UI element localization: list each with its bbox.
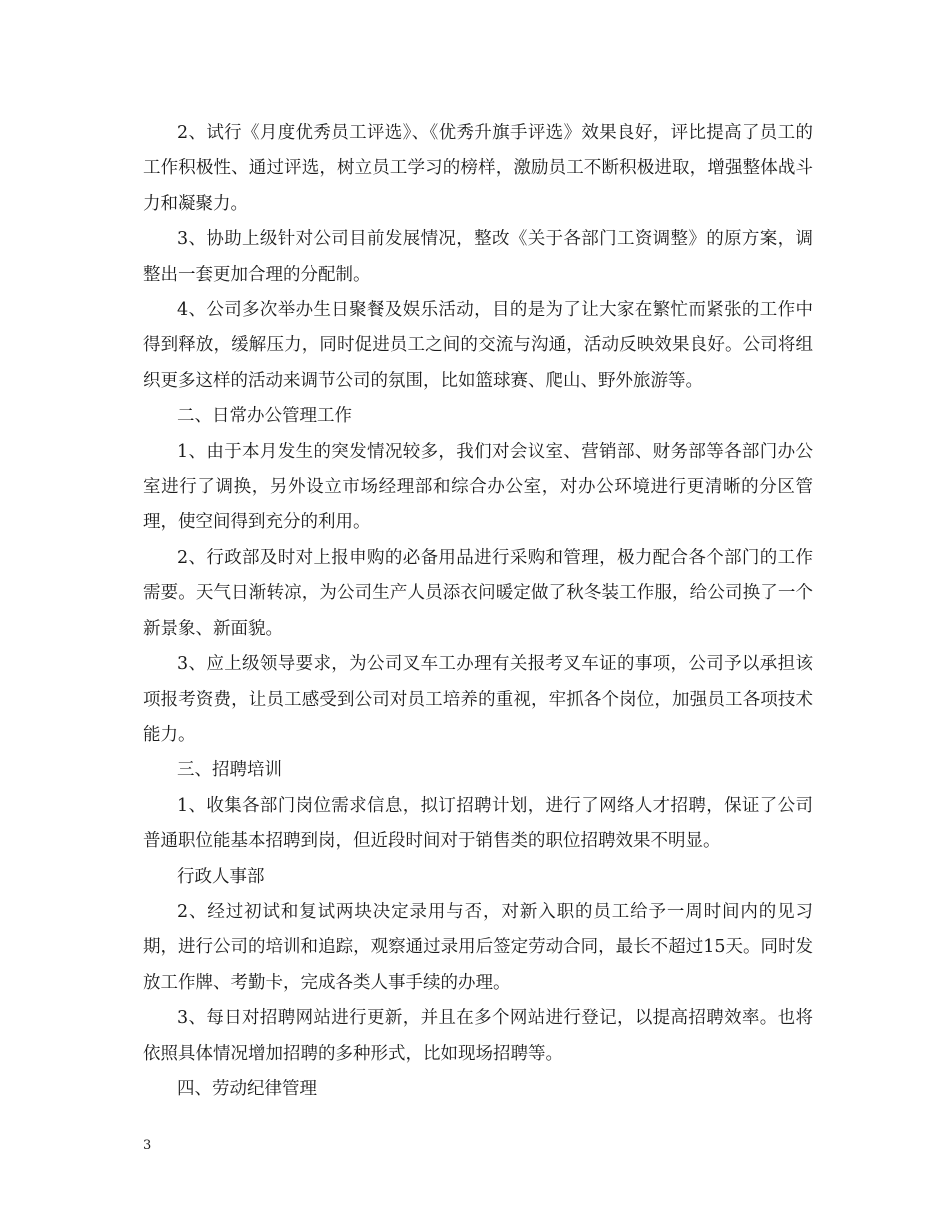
section-heading: 四、劳动纪律管理 — [177, 1078, 317, 1099]
paragraph: 3、每日对招聘网站进行更新，并且在多个网站进行登记，以提高招聘效率。也将依照具体情况增加招聘的多种形式，比如现场招聘等。 — [143, 1008, 813, 1064]
paragraph: 2、试行《月度优秀员工评选》、《优秀升旗手评选》效果良好，评比提高了员工的工作积极性、通过评选，树立员工学习的榜样，激励员工不断积极进取，增强整体战斗力和凝聚力。 — [143, 123, 813, 214]
page-number: 3 — [143, 1138, 152, 1153]
paragraph: 3、应上级领导要求，为公司叉车工办理有关报考叉车证的事项，公司予以承担该项报考资费，让员工感受到公司对员工培养的重视，牢抓各个岗位，加强员工各项技术能力。 — [143, 654, 813, 745]
paragraph: 1、由于本月发生的突发情况较多，我们对会议室、营销部、财务部等各部门办公室进行了调换，另外设立市场经理部和综合办公室，对办公环境进行更清晰的分区管理，使空间得到充分的利用。 — [143, 441, 813, 533]
department-label: 行政人事部 — [177, 866, 265, 887]
paragraph: 3、协助上级针对公司目前发展情况，整改《关于各部门工资调整》的原方案，调整出一套更加合理的分配制。 — [143, 229, 813, 285]
paragraph: 2、经过初试和复试两块决定录用与否，对新入职的员工给予一周时间内的见习期，进行公司的培训和追踪，观察通过录用后签定劳动合同，最长不超过15天。同时发放工作牌、考勤卡，完成各类人事手续的办理。 — [143, 901, 813, 993]
paragraph: 1、收集各部门岗位需求信息，拟订招聘计划，进行了网络人才招聘，保证了公司普通职位能基本招聘到岗，但近段时间对于销售类的职位招聘效果不明显。 — [143, 795, 813, 852]
paragraph: 4、公司多次举办生日聚餐及娱乐活动，目的是为了让大家在繁忙而紧张的工作中得到释放，缓解压力，同时促进员工之间的交流与沟通，活动反映效果良好。公司将组织更多这样的活动来调节公司的氛围，比如篮球赛、爬山、野外旅游等。 — [143, 300, 813, 391]
paragraph: 2、行政部及时对上报申购的必备用品进行采购和管理，极力配合各个部门的工作需要。天气日渐转凉，为公司生产人员添衣问暖定做了秋冬装工作服，给公司换了一个新景象、新面貌。 — [143, 547, 813, 639]
section-heading: 三、招聘培训 — [177, 760, 282, 781]
section-heading: 二、日常办公管理工作 — [177, 406, 352, 427]
document-body — [143, 116, 813, 1107]
